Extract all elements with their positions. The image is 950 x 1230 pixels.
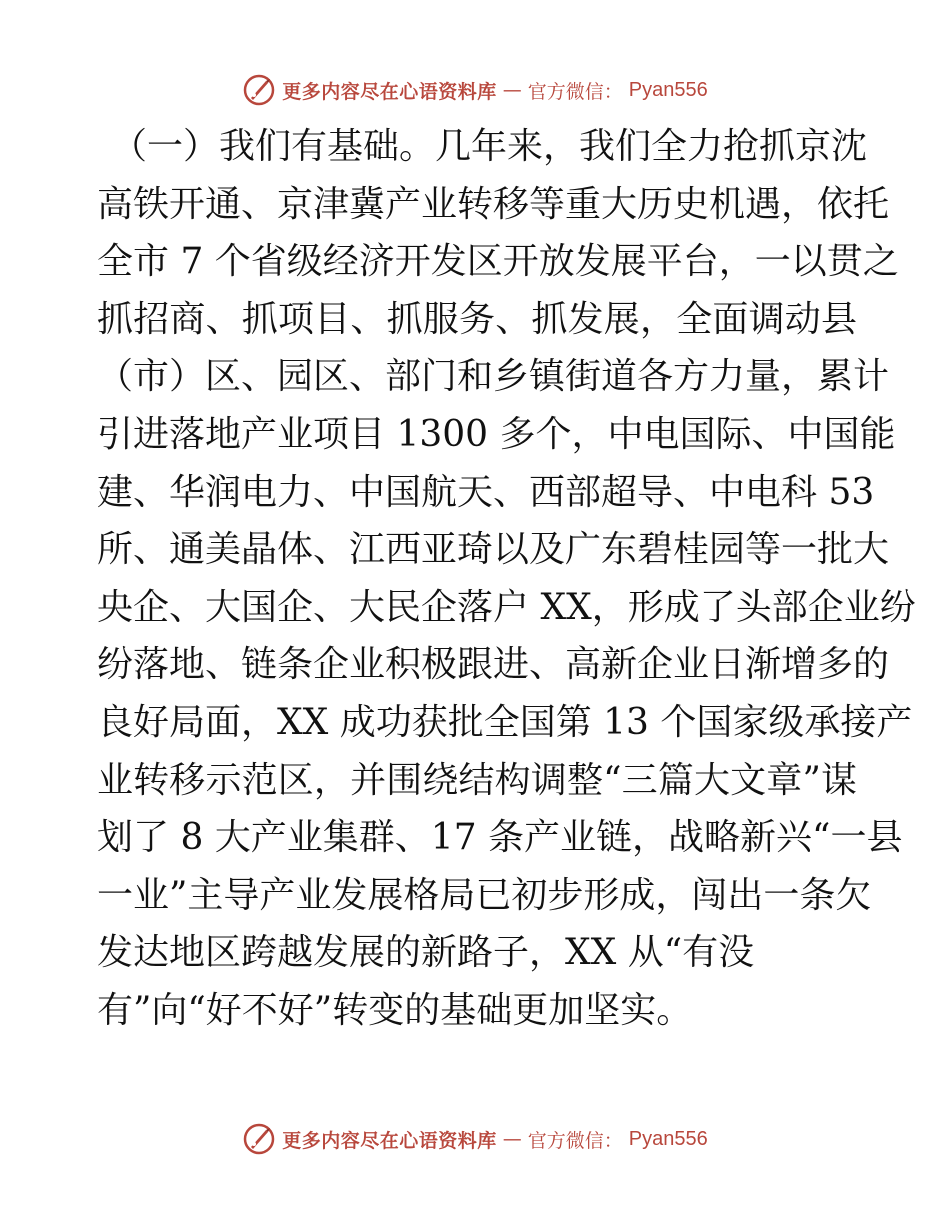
paragraph-line: 纷落地、链条企业积极跟进、高新企业日渐增多的 [97, 644, 890, 686]
watermark-dash: — [502, 79, 522, 101]
paragraph-line: 引进落地产业项目 1300 多个，中电国际、中国能 [97, 413, 896, 455]
paragraph-line: 划了 8 大产业集群、17 条产业链，战略新兴“一县 [97, 817, 903, 859]
paragraph-line: 抓招商、抓项目、抓服务、抓发展，全面调动县 [97, 298, 857, 340]
paragraph-line: 建、华润电力、中国航天、西部超导、中电科 53 [97, 471, 875, 513]
paragraph-line: （一）我们有基础。几年来，我们全力抢抓京沈 [111, 126, 868, 167]
document-paragraph [97, 118, 916, 1040]
paragraph-line: 所、通美晶体、江西亚琦以及广东碧桂园等一批大 [97, 529, 890, 571]
watermark-wechat-label: 官方微信： [527, 1129, 623, 1152]
watermark-wechat-id: Pyan556 [628, 1127, 708, 1150]
watermark-dash: — [502, 1128, 522, 1150]
header-watermark [0, 70, 950, 110]
watermark-wechat-label: 官方微信： [527, 80, 623, 103]
paragraph-line: （市）区、园区、部门和乡镇街道各方力量，累计 [97, 356, 890, 398]
watermark-wechat-id: Pyan556 [628, 78, 708, 101]
watermark-text: 更多内容尽在心语资料库 [282, 1129, 497, 1152]
feather-pen-logo-icon [242, 1122, 276, 1156]
footer-watermark [0, 1119, 950, 1159]
paragraph-line: 一业”主导产业发展格局已初步形成，闯出一条欠 [97, 874, 872, 916]
paragraph-line: 全市 7 个省级经济开发区开放发展平台，一以贯之 [97, 241, 899, 283]
paragraph-line: 发达地区跨越发展的新路子，XX 从“有没 [97, 932, 755, 974]
feather-pen-logo-icon [242, 73, 276, 107]
paragraph-line: 业转移示范区，并围绕结构调整“三篇大文章”谋 [97, 759, 857, 801]
paragraph-line: 高铁开通、京津冀产业转移等重大历史机遇，依托 [97, 183, 890, 225]
watermark-text: 更多内容尽在心语资料库 [282, 80, 497, 103]
paragraph-line: 央企、大国企、大民企落户 XX，形成了头部企业纷 [97, 586, 916, 628]
paragraph-line: 有”向“好不好”转变的基础更加坚实。 [97, 989, 693, 1031]
paragraph-line: 良好局面，XX 成功获批全国第 13 个国家级承接产 [97, 701, 913, 743]
